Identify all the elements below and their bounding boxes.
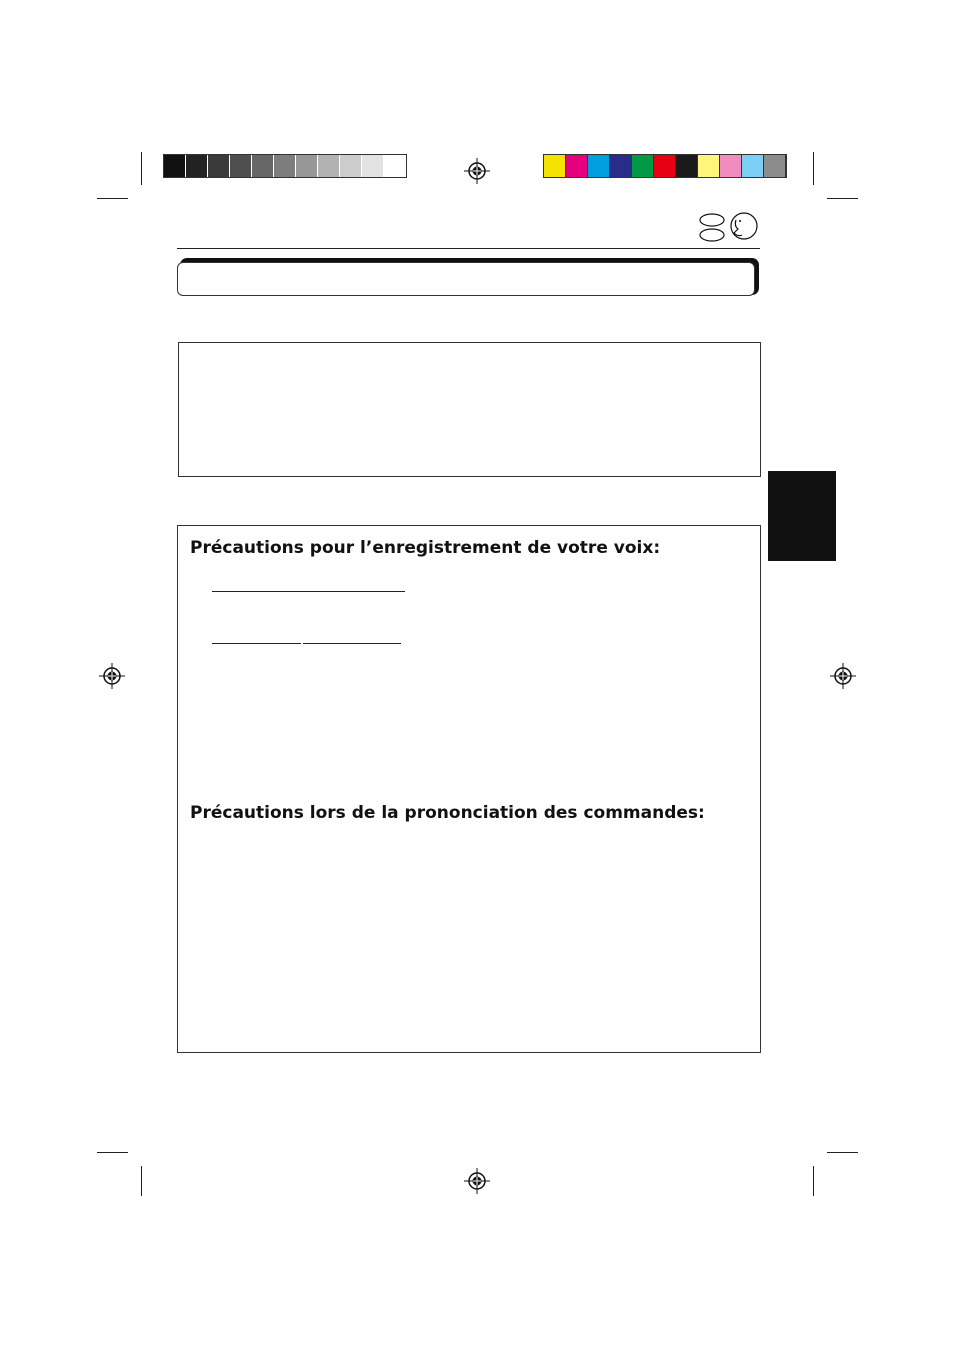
color-swatch <box>318 155 340 177</box>
crop-mark <box>141 152 142 185</box>
registration-mark-icon <box>97 661 127 691</box>
crop-mark <box>813 152 814 185</box>
color-swatch <box>208 155 230 177</box>
grayscale-color-bar <box>163 154 407 178</box>
registration-mark-icon <box>462 1166 492 1196</box>
color-swatch <box>720 155 742 177</box>
precautions-box <box>177 525 761 1053</box>
color-swatch <box>230 155 252 177</box>
underline <box>212 591 405 592</box>
color-swatch <box>632 155 654 177</box>
color-swatch <box>252 155 274 177</box>
color-swatch <box>296 155 318 177</box>
color-swatch <box>164 155 186 177</box>
color-swatch <box>544 155 566 177</box>
color-swatch <box>384 155 406 177</box>
color-swatch <box>588 155 610 177</box>
language-tab <box>768 471 836 561</box>
header-rule <box>177 248 760 249</box>
notice-box <box>178 342 761 477</box>
crop-mark <box>97 1152 128 1153</box>
crop-mark <box>813 1166 814 1196</box>
color-swatch <box>764 155 786 177</box>
color-swatch <box>186 155 208 177</box>
crop-mark <box>827 198 858 199</box>
color-swatch <box>742 155 764 177</box>
voice-command-icon <box>698 211 760 245</box>
registration-mark-icon <box>828 661 858 691</box>
recording-precautions-heading: Précautions pour l’enregistrement de votre voix: <box>190 538 661 558</box>
color-swatch <box>340 155 362 177</box>
underline <box>303 643 401 644</box>
color-swatch <box>610 155 632 177</box>
crop-mark <box>97 198 128 199</box>
color-swatch <box>698 155 720 177</box>
crop-mark <box>827 1152 858 1153</box>
process-color-bar <box>543 154 787 178</box>
color-swatch <box>676 155 698 177</box>
command-precautions-heading: Précautions lors de la prononciation des commandes: <box>190 803 705 823</box>
underline <box>212 643 301 644</box>
title-bar <box>177 262 755 296</box>
color-swatch <box>274 155 296 177</box>
registration-mark-icon <box>462 156 492 186</box>
color-swatch <box>654 155 676 177</box>
crop-mark <box>141 1166 142 1196</box>
color-swatch <box>362 155 384 177</box>
color-swatch <box>566 155 588 177</box>
